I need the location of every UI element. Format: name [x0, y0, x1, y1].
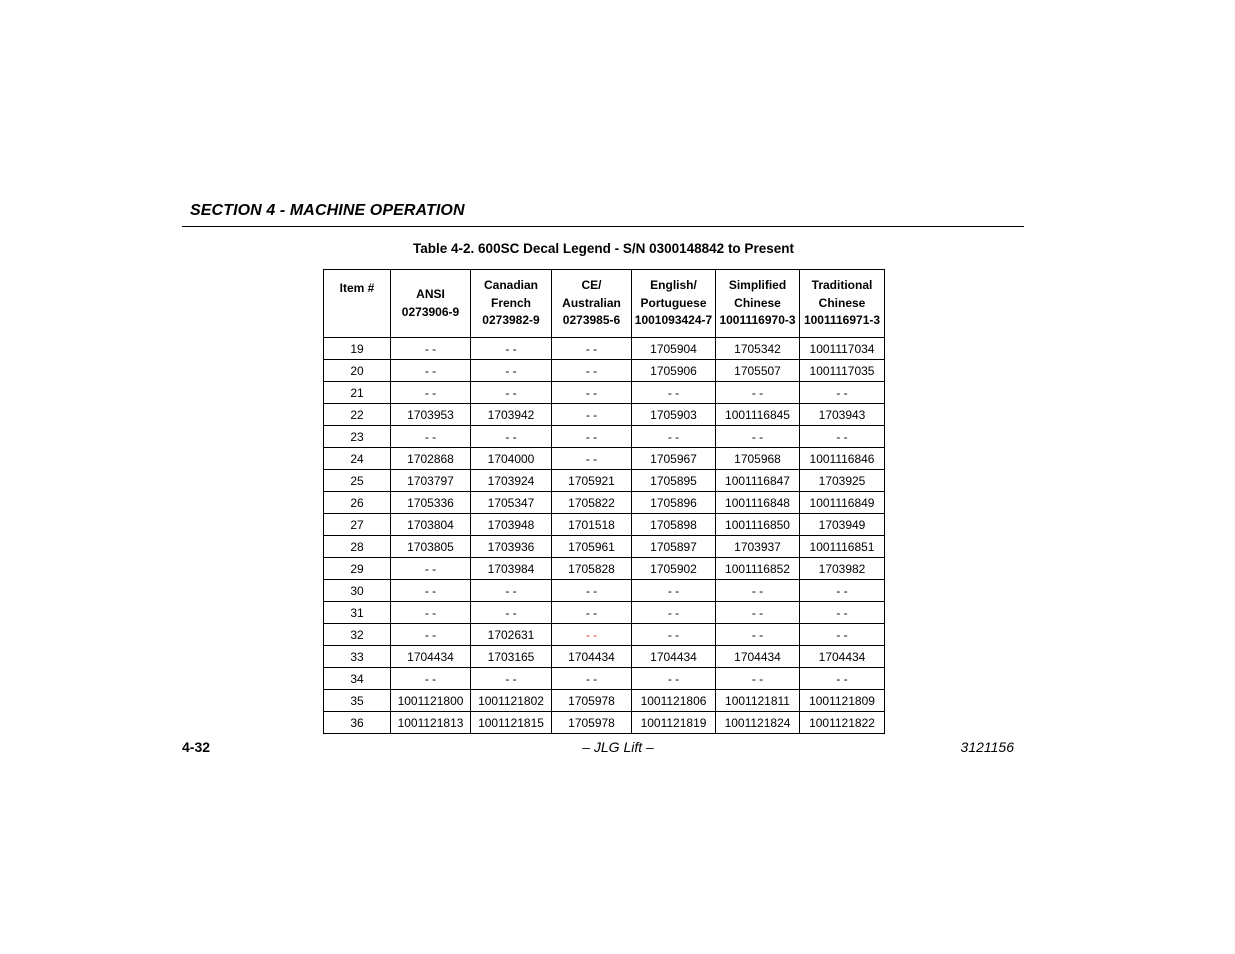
column-header-line: Portuguese: [640, 295, 707, 310]
page-number: 4-32: [182, 739, 211, 755]
decal-number-cell: 1001121811: [716, 690, 800, 712]
table-row: [324, 624, 885, 646]
table-row: [324, 404, 885, 426]
table-row: [324, 448, 885, 470]
column-header-line: 1001116971-3: [803, 313, 881, 328]
column-header-line: French: [490, 295, 531, 310]
table-row: [324, 360, 885, 382]
decal-number-cell: - -: [716, 602, 800, 624]
table-header-row: [324, 270, 885, 338]
decal-number-cell: - -: [716, 580, 800, 602]
column-header: [552, 270, 632, 338]
decal-number-cell: - -: [552, 624, 632, 646]
decal-number-cell: - -: [471, 426, 552, 448]
decal-number-cell: - -: [552, 360, 632, 382]
item-number-cell: 29: [324, 558, 391, 580]
decal-number-cell: - -: [552, 426, 632, 448]
decal-number-cell: - -: [800, 382, 885, 404]
decal-number-cell: - -: [471, 668, 552, 690]
decal-number-cell: 1705968: [716, 448, 800, 470]
item-number-cell: 35: [324, 690, 391, 712]
column-header-line: Item #: [339, 281, 375, 295]
decal-number-cell: - -: [391, 426, 471, 448]
decal-number-cell: 1702868: [391, 448, 471, 470]
decal-number-cell: - -: [471, 602, 552, 624]
item-number-cell: 34: [324, 668, 391, 690]
decal-number-cell: 1704434: [716, 646, 800, 668]
table-row: [324, 668, 885, 690]
column-header: [471, 270, 552, 338]
item-number-cell: 23: [324, 426, 391, 448]
item-number-cell: 28: [324, 536, 391, 558]
decal-number-cell: - -: [800, 668, 885, 690]
decal-number-cell: 1001117035: [800, 360, 885, 382]
decal-number-cell: - -: [552, 602, 632, 624]
decal-number-cell: 1703953: [391, 404, 471, 426]
item-number-cell: 24: [324, 448, 391, 470]
column-header-line: Chinese: [734, 295, 781, 310]
decal-number-cell: - -: [391, 558, 471, 580]
decal-number-cell: 1001116850: [716, 514, 800, 536]
table-row: [324, 338, 885, 360]
decal-number-cell: 1703984: [471, 558, 552, 580]
decal-number-cell: 1001121806: [632, 690, 716, 712]
decal-number-cell: 1001121813: [391, 712, 471, 734]
column-header: [800, 270, 885, 338]
decal-number-cell: 1001121802: [471, 690, 552, 712]
decal-number-cell: 1705921: [552, 470, 632, 492]
decal-number-cell: 1001116846: [800, 448, 885, 470]
decal-number-cell: 1705906: [632, 360, 716, 382]
decal-number-cell: - -: [552, 580, 632, 602]
decal-number-cell: - -: [552, 668, 632, 690]
table-row: [324, 470, 885, 492]
decal-number-cell: 1001116845: [716, 404, 800, 426]
column-header-line: CE/: [581, 278, 602, 293]
decal-number-cell: 1001121815: [471, 712, 552, 734]
decal-number-cell: - -: [632, 624, 716, 646]
decal-number-cell: - -: [471, 338, 552, 360]
decal-number-cell: 1705896: [632, 492, 716, 514]
decal-number-cell: - -: [391, 360, 471, 382]
decal-number-cell: 1703936: [471, 536, 552, 558]
column-header-line: Traditional: [811, 278, 873, 293]
table-row: [324, 492, 885, 514]
decal-number-cell: 1703982: [800, 558, 885, 580]
footer-brand: – JLG Lift –: [582, 739, 654, 755]
decal-number-cell: 1703925: [800, 470, 885, 492]
decal-number-cell: - -: [471, 580, 552, 602]
decal-number-cell: - -: [552, 338, 632, 360]
decal-number-cell: 1705336: [391, 492, 471, 514]
decal-number-cell: 1705822: [552, 492, 632, 514]
decal-number-cell: - -: [391, 580, 471, 602]
decal-number-cell: 1001121824: [716, 712, 800, 734]
table-row: [324, 426, 885, 448]
column-header-line: 1001093424-7: [634, 313, 713, 328]
decal-number-cell: - -: [716, 624, 800, 646]
decal-legend-table: [323, 269, 885, 734]
decal-number-cell: - -: [632, 382, 716, 404]
decal-number-cell: - -: [471, 360, 552, 382]
table-row: [324, 382, 885, 404]
item-number-cell: 19: [324, 338, 391, 360]
decal-number-cell: - -: [552, 404, 632, 426]
column-header-line: Chinese: [818, 295, 866, 310]
decal-number-cell: 1001116849: [800, 492, 885, 514]
decal-number-cell: 1704434: [391, 646, 471, 668]
column-header-line: 0273985-6: [562, 313, 621, 328]
item-number-cell: 36: [324, 712, 391, 734]
decal-number-cell: - -: [716, 382, 800, 404]
decal-number-cell: 1705903: [632, 404, 716, 426]
decal-number-cell: 1705895: [632, 470, 716, 492]
decal-number-cell: 1705342: [716, 338, 800, 360]
decal-number-cell: 1704434: [552, 646, 632, 668]
decal-number-cell: - -: [632, 668, 716, 690]
column-header: [716, 270, 800, 338]
column-header-line: 0273906-9: [401, 304, 460, 319]
item-number-cell: 21: [324, 382, 391, 404]
decal-number-cell: 1001121822: [800, 712, 885, 734]
item-number-cell: 25: [324, 470, 391, 492]
table-row: [324, 646, 885, 668]
decal-number-cell: 1705967: [632, 448, 716, 470]
decal-number-cell: - -: [632, 580, 716, 602]
decal-number-cell: - -: [800, 580, 885, 602]
table-row: [324, 712, 885, 734]
column-header: [324, 270, 391, 338]
decal-number-cell: - -: [391, 602, 471, 624]
decal-number-cell: 1703804: [391, 514, 471, 536]
item-number-cell: 32: [324, 624, 391, 646]
item-number-cell: 26: [324, 492, 391, 514]
decal-number-cell: - -: [391, 382, 471, 404]
decal-number-cell: 1703165: [471, 646, 552, 668]
decal-number-cell: - -: [391, 338, 471, 360]
decal-number-cell: - -: [552, 382, 632, 404]
table-row: [324, 536, 885, 558]
decal-number-cell: 1001116851: [800, 536, 885, 558]
decal-number-cell: - -: [800, 602, 885, 624]
table-row: [324, 690, 885, 712]
table-body: [324, 338, 885, 734]
decal-number-cell: 1703949: [800, 514, 885, 536]
decal-number-cell: 1703937: [716, 536, 800, 558]
decal-number-cell: 1703797: [391, 470, 471, 492]
decal-number-cell: 1705828: [552, 558, 632, 580]
decal-number-cell: 1001116847: [716, 470, 800, 492]
column-header-line: English/: [650, 278, 697, 293]
decal-number-cell: - -: [391, 668, 471, 690]
table-row: [324, 514, 885, 536]
table-row: [324, 580, 885, 602]
column-header-line: Canadian: [483, 278, 538, 293]
column-header-line: 0273982-9: [482, 313, 540, 328]
decal-number-cell: 1705961: [552, 536, 632, 558]
column-header-line: 1001116970-3: [719, 313, 796, 328]
table-row: [324, 558, 885, 580]
decal-number-cell: 1703948: [471, 514, 552, 536]
decal-number-cell: 1001121809: [800, 690, 885, 712]
decal-number-cell: - -: [632, 602, 716, 624]
decal-number-cell: 1001121800: [391, 690, 471, 712]
decal-number-cell: 1703805: [391, 536, 471, 558]
decal-number-cell: 1704434: [632, 646, 716, 668]
item-number-cell: 31: [324, 602, 391, 624]
column-header: [391, 270, 471, 338]
column-header: [632, 270, 716, 338]
decal-number-cell: 1705978: [552, 712, 632, 734]
decal-number-cell: 1703942: [471, 404, 552, 426]
section-title: SECTION 4 - MACHINE OPERATION: [190, 202, 465, 219]
decal-number-cell: 1001121819: [632, 712, 716, 734]
decal-number-cell: 1703924: [471, 470, 552, 492]
decal-number-cell: - -: [716, 668, 800, 690]
item-number-cell: 30: [324, 580, 391, 602]
document-number: 3121156: [960, 739, 1014, 755]
decal-number-cell: 1705978: [552, 690, 632, 712]
decal-number-cell: 1702631: [471, 624, 552, 646]
item-number-cell: 33: [324, 646, 391, 668]
decal-number-cell: 1703943: [800, 404, 885, 426]
decal-number-cell: 1705902: [632, 558, 716, 580]
column-header-line: ANSI: [416, 287, 445, 301]
decal-number-cell: 1001116852: [716, 558, 800, 580]
section-divider: [182, 226, 1024, 227]
table-row: [324, 602, 885, 624]
decal-number-cell: 1705897: [632, 536, 716, 558]
item-number-cell: 27: [324, 514, 391, 536]
decal-number-cell: - -: [716, 426, 800, 448]
item-number-cell: 20: [324, 360, 391, 382]
decal-number-cell: 1705507: [716, 360, 800, 382]
column-header-line: Australian: [562, 295, 621, 310]
decal-number-cell: - -: [632, 426, 716, 448]
decal-number-cell: - -: [800, 426, 885, 448]
decal-number-cell: 1001117034: [800, 338, 885, 360]
decal-number-cell: 1001116848: [716, 492, 800, 514]
decal-number-cell: 1705347: [471, 492, 552, 514]
decal-number-cell: 1705898: [632, 514, 716, 536]
decal-number-cell: 1701518: [552, 514, 632, 536]
decal-number-cell: 1704434: [800, 646, 885, 668]
decal-number-cell: - -: [800, 624, 885, 646]
column-header-line: Simplified: [728, 278, 787, 293]
decal-number-cell: 1704000: [471, 448, 552, 470]
table-caption: Table 4-2. 600SC Decal Legend - S/N 0300148842 to Present: [413, 241, 794, 256]
decal-number-cell: - -: [552, 448, 632, 470]
decal-number-cell: - -: [391, 624, 471, 646]
decal-number-cell: - -: [471, 382, 552, 404]
item-number-cell: 22: [324, 404, 391, 426]
decal-number-cell: 1705904: [632, 338, 716, 360]
